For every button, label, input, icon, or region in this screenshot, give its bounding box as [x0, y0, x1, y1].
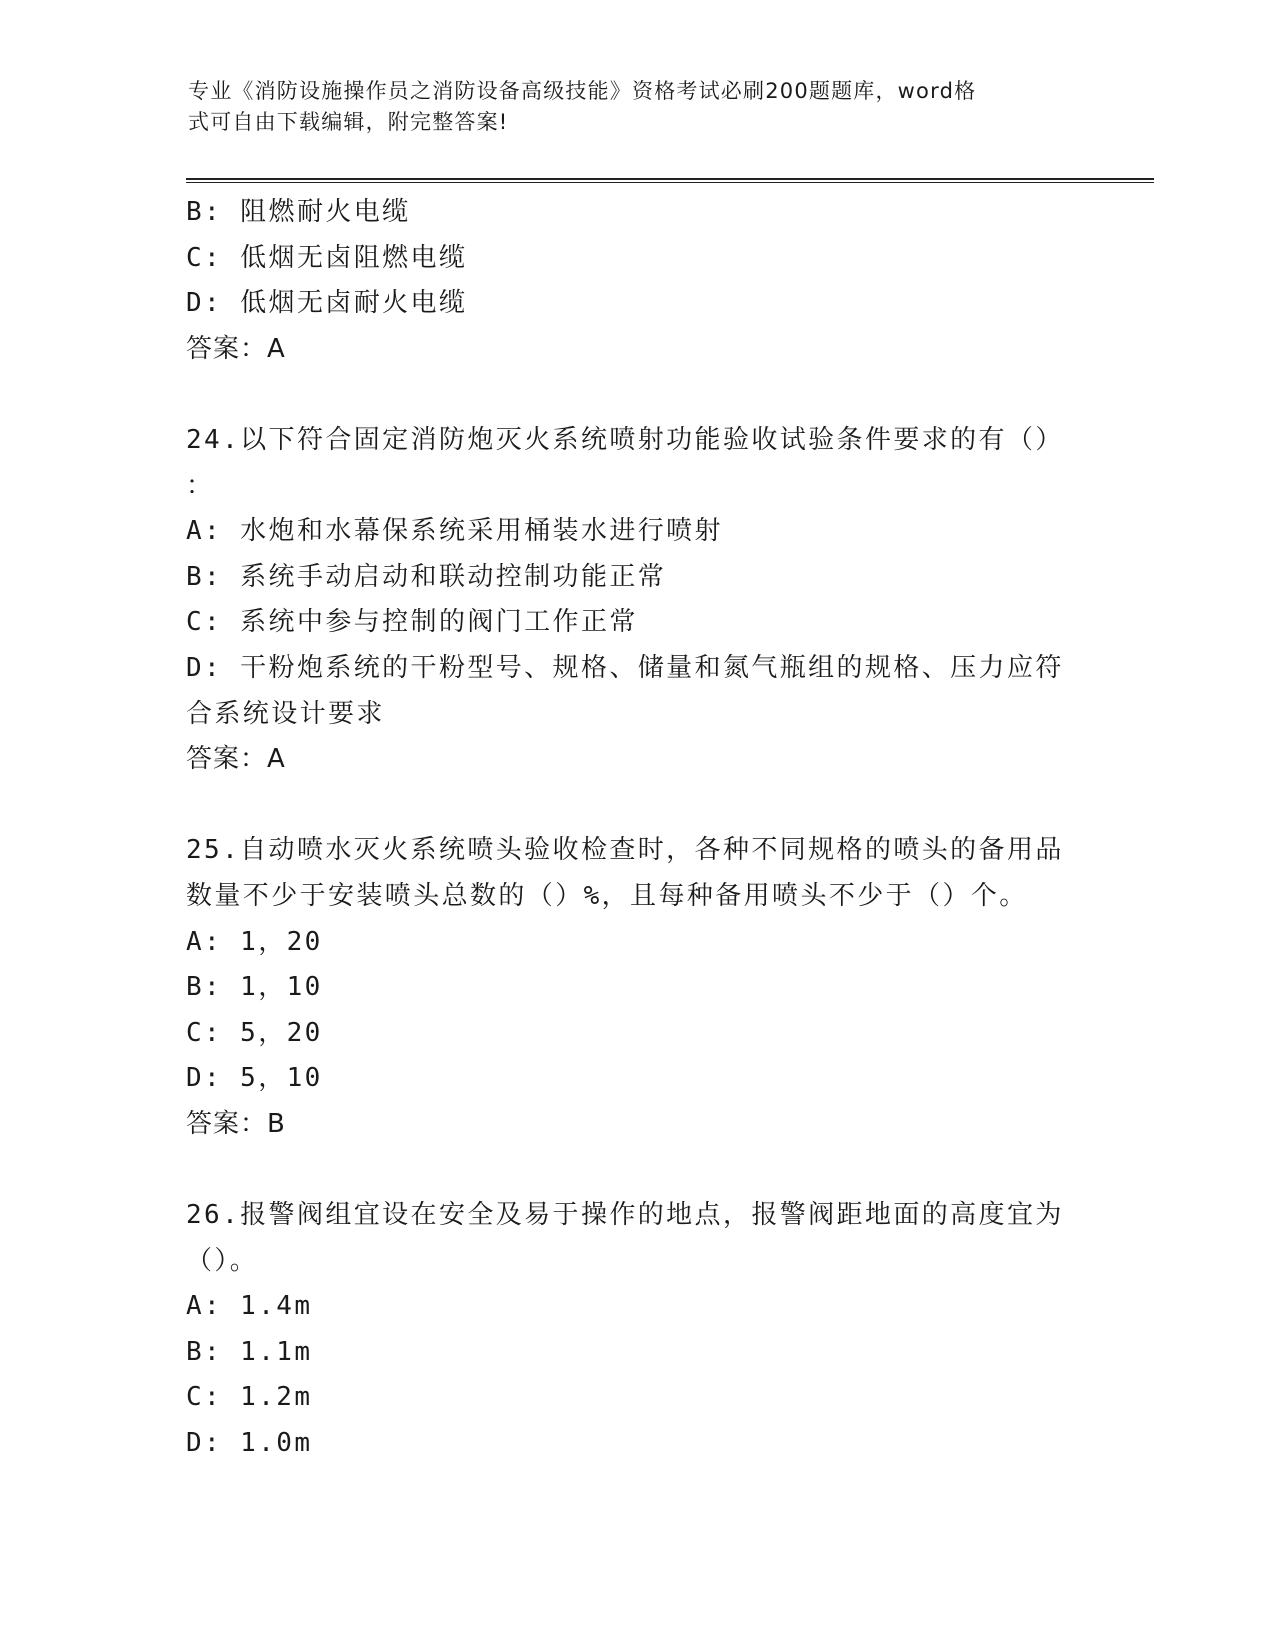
question-stem: 25.自动喷水灭火系统喷头验收检查时，各种不同规格的喷头的备用品	[186, 835, 1064, 866]
option-a: A: 水炮和水幕保系统采用桶装水进行喷射	[186, 516, 723, 547]
option-d: D: 1.0m	[186, 1428, 313, 1459]
question-spacer	[186, 1147, 1086, 1193]
header-line-2: 式可自由下载编辑，附完整答案!	[188, 110, 509, 134]
answer-line: 答案：A	[186, 744, 286, 775]
question-spacer	[186, 783, 1086, 829]
option-c: C: 5，20	[186, 1017, 323, 1048]
option-d: D: 5，10	[186, 1063, 323, 1094]
question-list	[186, 190, 1086, 1467]
answer-line: 答案：A	[186, 333, 286, 364]
option-d-continued: 合系统设计要求	[186, 698, 385, 729]
question-24	[186, 418, 1086, 783]
question-stem-continued: ：	[186, 470, 215, 501]
question-spacer	[186, 372, 1086, 418]
question-stem-continued: （）。	[186, 1245, 259, 1276]
question-stem: 24.以下符合固定消防炮灭火系统喷射功能验收试验条件要求的有（）	[186, 424, 1064, 455]
header-divider	[186, 178, 1154, 183]
option-a: A: 1，20	[186, 926, 323, 957]
question-23	[186, 190, 1086, 372]
option-c: C: 低烟无卤阻燃电缆	[186, 242, 468, 273]
question-26	[186, 1193, 1086, 1467]
question-stem-continued: 数量不少于安装喷头总数的（）%，且每种备用喷头不少于（）个。	[186, 880, 1028, 911]
header-line-1: 专业《消防设施操作员之消防设备高级技能》资格考试必刷200题题库，word格	[188, 79, 977, 103]
question-25	[186, 828, 1086, 1147]
option-d: D: 低烟无卤耐火电缆	[186, 288, 468, 319]
answer-line: 答案：B	[186, 1108, 286, 1139]
option-b: B: 阻燃耐火电缆	[186, 197, 411, 227]
question-stem: 26.报警阀组宜设在安全及易于操作的地点，报警阀距地面的高度宜为	[186, 1200, 1064, 1231]
document-header	[188, 76, 1068, 138]
option-d: D: 干粉炮系统的干粉型号、规格、储量和氮气瓶组的规格、压力应符	[186, 652, 1064, 683]
option-b: B: 系统手动启动和联动控制功能正常	[186, 561, 667, 592]
option-b: B: 1，10	[186, 972, 323, 1003]
option-a: A: 1.4m	[186, 1291, 313, 1322]
option-c: C: 系统中参与控制的阀门工作正常	[186, 607, 638, 638]
option-c: C: 1.2m	[186, 1382, 313, 1413]
option-b: B: 1.1m	[186, 1336, 313, 1367]
